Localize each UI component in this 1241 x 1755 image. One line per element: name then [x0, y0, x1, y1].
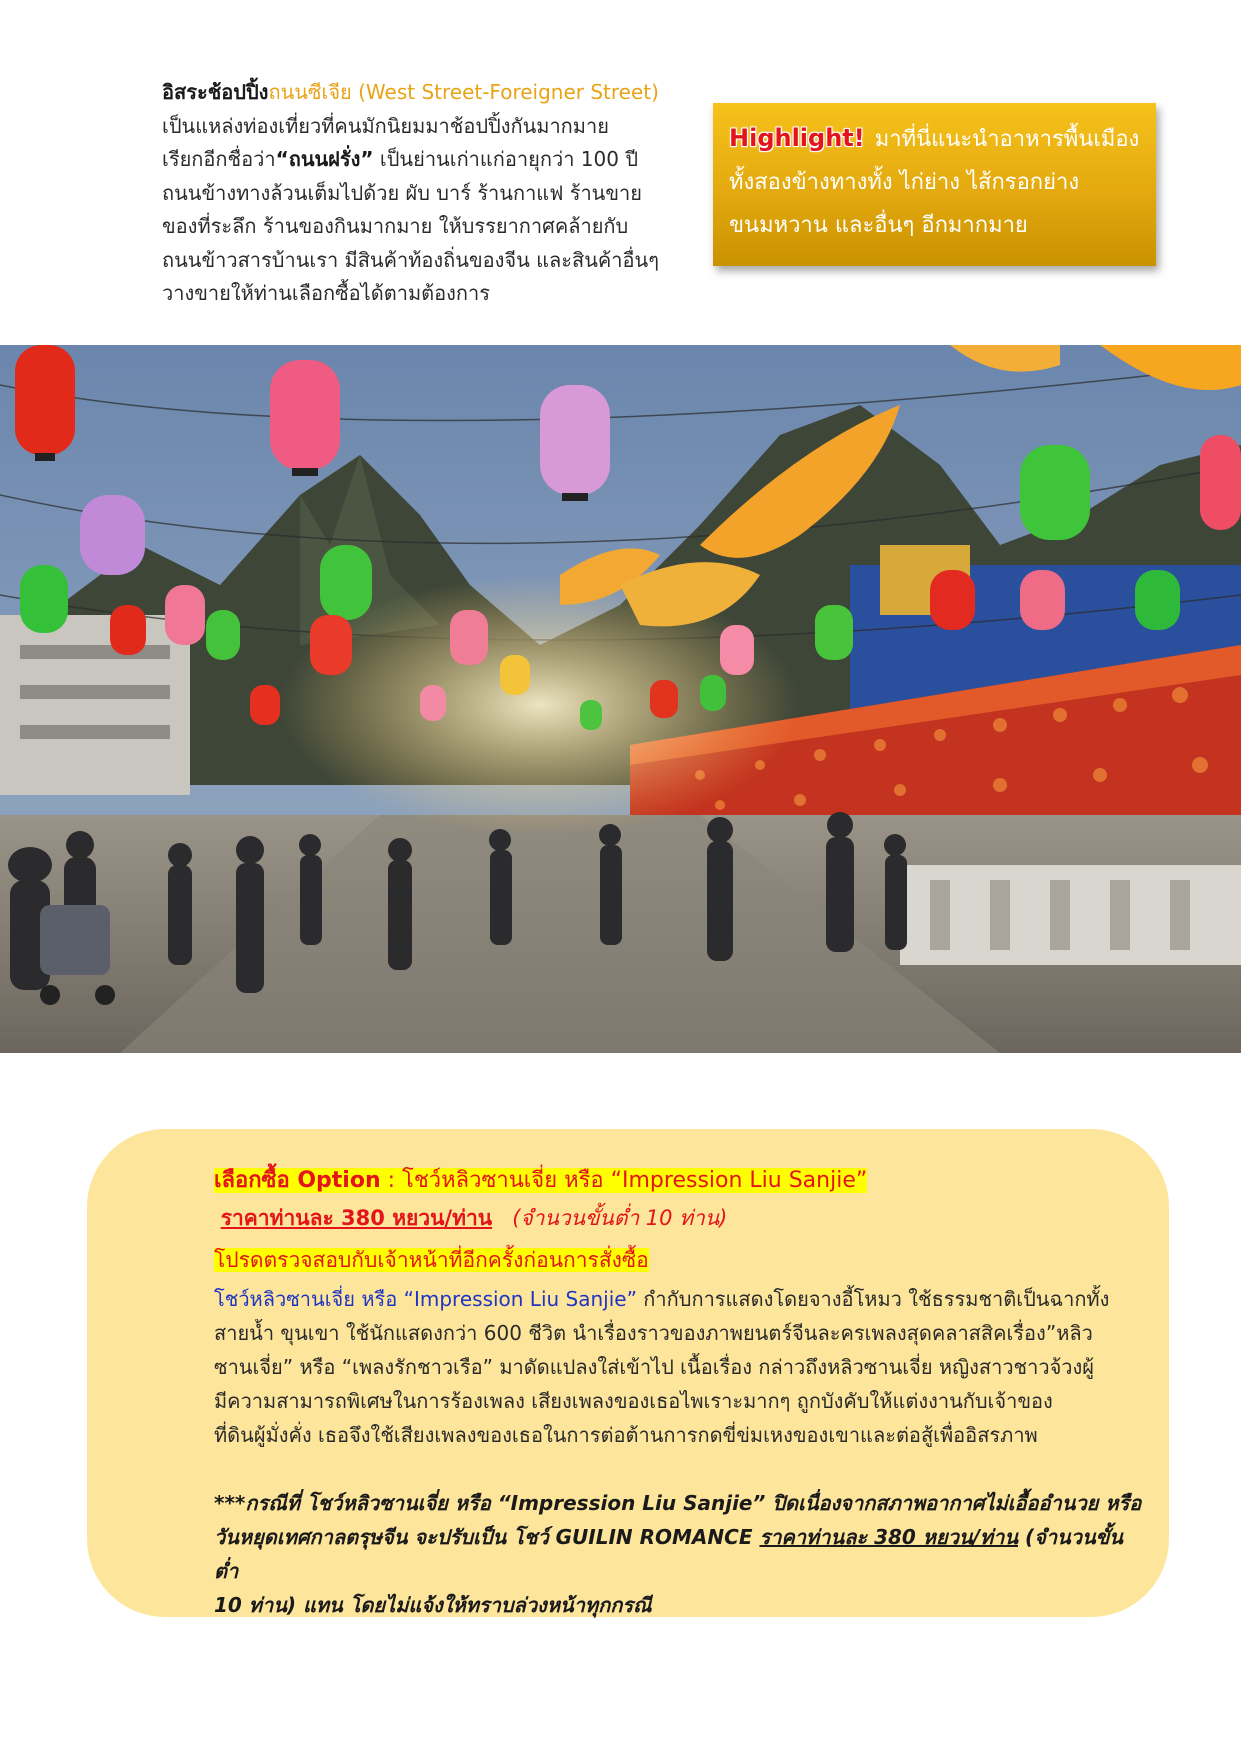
- intro-nickname: “ถนนฝรั่ง”: [275, 147, 374, 171]
- lantern-green: [815, 605, 853, 660]
- closure-note: [214, 1486, 1144, 1622]
- lantern-red: [110, 605, 146, 655]
- option-minimum: (จำนวนขั้นต่ำ 10 ท่าน): [512, 1206, 728, 1230]
- note-line-1: ***กรณีที่ โชว์หลิวซานเจี่ย หรือ “Impression Liu Sanjie” ปิดเนื่องจากสภาพอากาศไม่เอื้ออำนวย หรือ: [214, 1491, 1142, 1515]
- desc-line-2: สายน้ำ ขุนเขา ใช้นักแสดงกว่า 600 ชีวิต นำเรื่องราวของภาพยนตร์จีนละครเพลงสุดคลาสสิคเรื่อง”หลิว: [214, 1321, 1093, 1345]
- lantern-green: [206, 610, 240, 660]
- highlight-tag: Highlight!: [729, 124, 865, 152]
- note-price: ราคาท่านละ 380 หยวน/ท่าน: [759, 1525, 1018, 1549]
- lantern-lilac: [80, 495, 145, 575]
- desc-text-1: กำกับการแสดงโดยจางอี้โหมว ใช้ธรรมชาติเป็นฉากทั้ง: [636, 1287, 1110, 1311]
- option-check-line: [214, 1243, 1144, 1277]
- intro-line-3-pre: เรียกอีกชื่อว่า: [162, 147, 276, 171]
- lantern-violet: [540, 385, 610, 501]
- highlight-line-1: [729, 117, 1142, 161]
- lantern-street-photo: [0, 345, 1241, 1053]
- building-left: [0, 615, 190, 795]
- lantern-green: [700, 675, 726, 711]
- highlight-box: [713, 103, 1156, 266]
- lantern-green: [20, 565, 68, 633]
- lantern-red: [1200, 435, 1241, 530]
- lantern-pink: [270, 360, 340, 476]
- intro-line-2: เป็นแหล่งท่องเที่ยวที่คนมักนิยมมาช้อปปิ้งกันมากมาย: [162, 113, 609, 138]
- desc-line-3: ซานเจี่ย” หรือ “เพลงรักชาวเรือ” มาดัดแปลงใส่เข้าไป เนื้อเรื่อง กล่าวถึงหลิวซานเจี่ย หญิงสาวชาวจ้วงผู้: [214, 1355, 1095, 1379]
- highlight-line-3: ขนมหวาน และอื่นๆ อีกมากมาย: [729, 213, 1028, 238]
- intro-lead: อิสระช้อปปิ้ง: [162, 80, 269, 104]
- desc-line-1: [214, 1282, 1144, 1316]
- option-price: ราคาท่านละ 380 หยวน/ท่าน: [220, 1206, 493, 1230]
- show-description: [214, 1282, 1144, 1452]
- note-line-3: 10 ท่าน) แทน โดยไม่แจ้งให้ทราบล่วงหน้าทุกกรณี: [214, 1593, 652, 1617]
- desc-line-5: ที่ดินผู้มั่งคั่ง เธอจึงใช้เสียงเพลงของเธอในการต่อต้านการกดขี่ข่มเหงของเขาและต่อสู้เพื่ออิสรภาพ: [214, 1423, 1038, 1447]
- note-line-2: [214, 1520, 1144, 1588]
- lantern-pink: [450, 610, 488, 665]
- option-label: เลือกซื้อ Option: [214, 1168, 381, 1193]
- lantern-red: [930, 570, 975, 630]
- lantern-red: [310, 615, 352, 675]
- lantern-green: [580, 700, 602, 730]
- lantern-pink: [420, 685, 446, 721]
- highlight-text-1: มาที่นี่แนะนำอาหารพื้นเมือง: [874, 127, 1140, 152]
- lantern-green: [1020, 445, 1090, 540]
- note-line-2-post: (จำนวนขั้นต่ำ: [214, 1525, 1123, 1583]
- intro-line-3: [162, 143, 702, 177]
- lantern-red: [650, 680, 678, 718]
- lantern-yellow: [500, 655, 530, 695]
- intro-line-4: ถนนข้างทางล้วนเต็มไปด้วย ผับ บาร์ ร้านกาแฟ ร้านขาย: [162, 180, 642, 205]
- intro-line-1: [162, 76, 702, 110]
- lantern-green: [320, 545, 372, 620]
- intro-line-7: วางขายให้ท่านเลือกซื้อได้ตามต้องการ: [162, 281, 490, 305]
- option-show: : โชว์หลิวซานเจี่ย หรือ “Impression Liu Sanjie”: [380, 1168, 868, 1193]
- highlight-line-2: ทั้งสองข้างทางทั้ง ไก่ย่าง ไส้กรอกย่าง: [729, 170, 1080, 195]
- lantern-pink: [165, 585, 205, 645]
- street-name: ถนนซีเจีย (West Street-Foreigner Street): [268, 80, 659, 104]
- lantern-green: [1135, 570, 1180, 630]
- intro-line-3-post: เป็นย่านเก่าแก่อายุกว่า 100 ปี: [373, 147, 639, 171]
- desc-line-4: มีความสามารถพิเศษในการร้องเพลง เสียงเพลงของเธอไพเราะมากๆ ถูกบังคับให้แต่งงานกับเจ้าของ: [214, 1389, 1053, 1413]
- option-title: [214, 1164, 1144, 1198]
- option-price-line: [214, 1201, 1144, 1235]
- intro-line-6: ถนนข้าวสารบ้านเรา มีสินค้าท้องถิ่นของจีน และสินค้าอื่นๆ: [162, 247, 659, 272]
- lantern-pink: [1020, 570, 1065, 630]
- intro-line-5: ของที่ระลึก ร้านของกินมากมาย ให้บรรยากาศคล้ายกับ: [162, 214, 629, 238]
- lantern-red: [15, 345, 75, 461]
- note-line-2-pre: วันหยุดเทศกาลตรุษจีน จะปรับเป็น โชว์ GUILIN ROMANCE: [214, 1525, 760, 1549]
- option-check: โปรดตรวจสอบกับเจ้าหน้าที่อีกครั้งก่อนการสั่งซื้อ: [214, 1248, 649, 1272]
- option-title-highlight: [214, 1168, 867, 1193]
- desc-show-name: โชว์หลิวซานเจี่ย หรือ “Impression Liu Sanjie”: [214, 1287, 637, 1311]
- intro-paragraph: [162, 76, 702, 311]
- lantern-pink: [720, 625, 754, 675]
- lantern-red: [250, 685, 280, 725]
